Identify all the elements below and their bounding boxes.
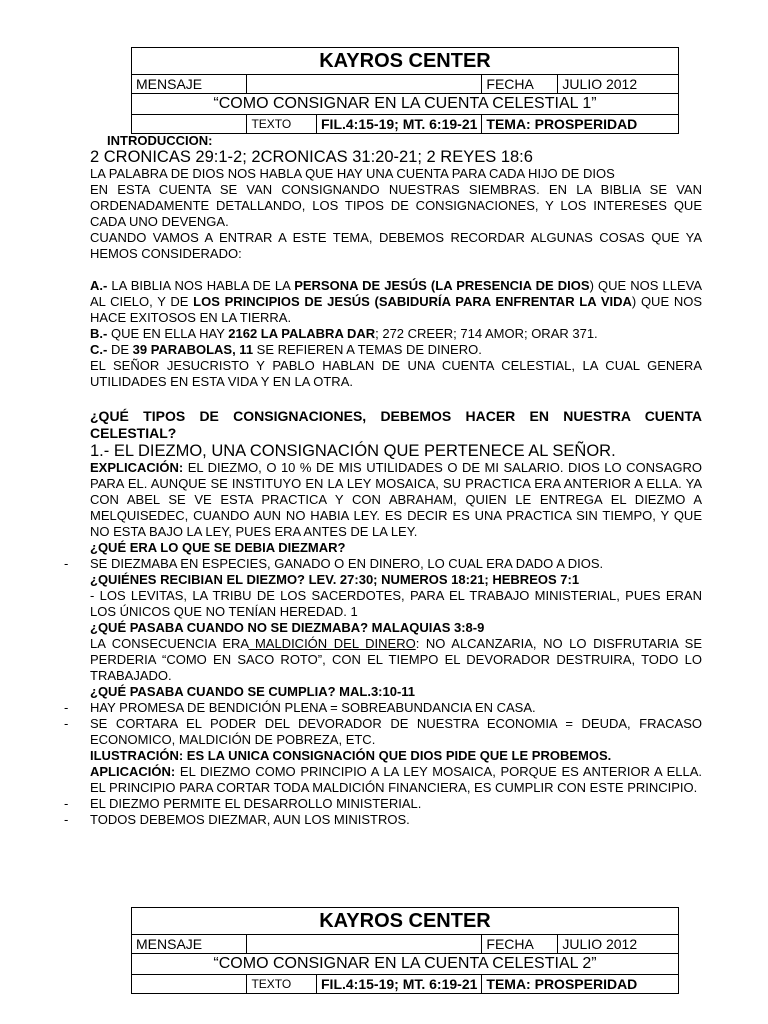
question-2: ¿QUIÉNES RECIBIAN EL DIEZMO? LEV. 27:30; NUMEROS 18:21; HEBREOS 7:1 [90,572,580,587]
explicacion: EXPLICACIÓN: EL DIEZMO, O 10 % DE MIS UTILIDADES O DE MI SALARIO. DIOS LO CONSAGRO PARA EL. AUNQUE SE INSTITUYO EN LA LEY MOSAICA, SU PRACTICA ERA ANTERIOR A ELLA. YA CON ABEL SE VE ESTA PRACTICA Y CON ABRAHAM, QUIEN LE ENTREGA EL DIEZMO A MELQUISEDEC, CUANDO AUN NO HABIA LEY. ES DECIR ES UNA PRACTICA SIN TIEMPO, Y QUE NO ESTA BAJO LA LEY, PUES ERA ANTES DE LA LEY. [90,460,702,539]
message-header-1 [131,47,679,134]
aplicacion: APLICACIÓN: EL DIEZMO COMO PRINCIPIO A LA LEY MOSAICA, PORQUE ES ANTERIOR A ELLA. EL PRINCIPIO PARA CORTAR TODA MALDICIÓN FINANCIERA, ES CUMPLIR CON ESTE PRINCIPIO. [90,764,702,795]
bullet-item: - SE DIEZMABA EN ESPECIES, GANADO O EN DINERO, LO CUAL ERA DADO A DIOS. [64,556,604,571]
message-header-2 [131,907,679,994]
point-c: C.- DE 39 PARABOLAS, 11 SE REFIEREN A TEMAS DE DINERO. [90,342,482,357]
fecha-label: FECHA [482,75,558,94]
sermon-body [64,133,702,828]
mensaje-label: MENSAJE [132,935,247,954]
ilustracion: ILUSTRACIÓN: ES LA UNICA CONSIGNACIÓN QUE DIOS PIDE QUE LE PROBEMOS. [90,748,612,763]
bullet-item: - TODOS DEBEMOS DIEZMAR, AUN LOS MINISTROS. [64,812,410,827]
bullet-item: - SE CORTARA EL PODER DEL DEVORADOR DE NUESTRA ECONOMIA = DEUDA, FRACASO ECONOMICO, MALDICIÓN DE POBREZA, ETC. [64,716,702,747]
section-question: ¿QUÉ TIPOS DE CONSIGNACIONES, DEBEMOS HACER EN NUESTRA CUENTA CELESTIAL? [90,408,702,441]
mensaje-value [247,75,482,94]
fecha-value: JULIO 2012 [558,935,679,954]
fecha-value: JULIO 2012 [558,75,679,94]
question-3: ¿QUÉ PASABA CUANDO NO SE DIEZMABA? MALAQUIAS 3:8-9 [90,620,485,635]
bullet-item: - EL DIEZMO PERMITE EL DESARROLLO MINISTERIAL. [64,796,422,811]
paragraph: EN ESTA CUENTA SE VAN CONSIGNANDO NUESTRAS SIEMBRAS. EN LA BIBLIA SE VAN ORDENADAMENTE DETALLANDO, LOS TIPOS DE CONSIGNACIONES, Y LOS INTERESES QUE CADA UNO DEVENGA. [90,182,702,229]
texto-label: TEXTO [247,115,317,134]
intro-heading: INTRODUCCION: [107,133,213,148]
empty-cell [132,975,247,994]
point-a: A.- LA BIBLIA NOS HABLA DE LA PERSONA DE JESÚS (LA PRESENCIA DE DIOS) QUE NOS LLEVA AL CIELO, Y DE LOS PRINCIPIOS DE JESÚS (SABIDURÍA PARA ENFRENTAR LA VIDA) QUE NOS HACE EXITOSOS EN LA TIERRA. [90,278,702,325]
mensaje-value [247,935,482,954]
answer-3: LA CONSECUENCIA ERA MALDICIÓN DEL DINERO: NO ALCANZARIA, NO LO DISFRUTARIA SE PERDERIA “COMO EN SACO ROTO”, CON EL TIEMPO EL DEVORADOR DESTRUIRA, TODO LO TRABAJADO. [90,636,702,683]
paragraph: LA PALABRA DE DIOS NOS HABLA QUE HAY UNA CUENTA PARA CADA HIJO DE DIOS [90,166,615,181]
bullet-item: - HAY PROMESA DE BENDICIÓN PLENA = SOBREABUNDANCIA EN CASA. [64,700,536,715]
paragraph: EL SEÑOR JESUCRISTO Y PABLO HABLAN DE UNA CUENTA CELESTIAL, LA CUAL GENERA UTILIDADES EN ESTA VIDA Y EN LA OTRA. [90,358,702,389]
intro-refs: 2 CRONICAS 29:1-2; 2CRONICAS 31:20-21; 2 REYES 18:6 [90,148,533,166]
answer-2: - LOS LEVITAS, LA TRIBU DE LOS SACERDOTES, PARA EL TRABAJO MINISTERIAL, PUES ERAN LOS ÚNICOS QUE NO TENÍAN HEREDAD. 1 [90,588,702,619]
texto-value: FIL.4:15-19; MT. 6:19-21 [317,975,482,994]
message-subtitle: “COMO CONSIGNAR EN LA CUENTA CELESTIAL 2” [132,954,679,975]
question-1: ¿QUÉ ERA LO QUE SE DEBIA DIEZMAR? [90,540,346,555]
header-title: KAYROS CENTER [132,48,679,75]
point-b: B.- QUE EN ELLA HAY 2162 LA PALABRA DAR; 272 CREER; 714 AMOR; ORAR 371. [90,326,598,341]
tema-label: TEMA: PROSPERIDAD [482,115,679,134]
question-4: ¿QUÉ PASABA CUANDO SE CUMPLIA? MAL.3:10-11 [90,684,416,699]
section-heading-diezmo: 1.- EL DIEZMO, UNA CONSIGNACIÓN QUE PERTENECE AL SEÑOR. [90,442,616,460]
empty-cell [132,115,247,134]
texto-value: FIL.4:15-19; MT. 6:19-21 [317,115,482,134]
paragraph: CUANDO VAMOS A ENTRAR A ESTE TEMA, DEBEMOS RECORDAR ALGUNAS COSAS QUE YA HEMOS CONSIDERADO: [90,230,702,261]
fecha-label: FECHA [482,935,558,954]
message-subtitle: “COMO CONSIGNAR EN LA CUENTA CELESTIAL 1” [132,94,679,115]
mensaje-label: MENSAJE [132,75,247,94]
header-title: KAYROS CENTER [132,908,679,935]
texto-label: TEXTO [247,975,317,994]
tema-label: TEMA: PROSPERIDAD [482,975,679,994]
